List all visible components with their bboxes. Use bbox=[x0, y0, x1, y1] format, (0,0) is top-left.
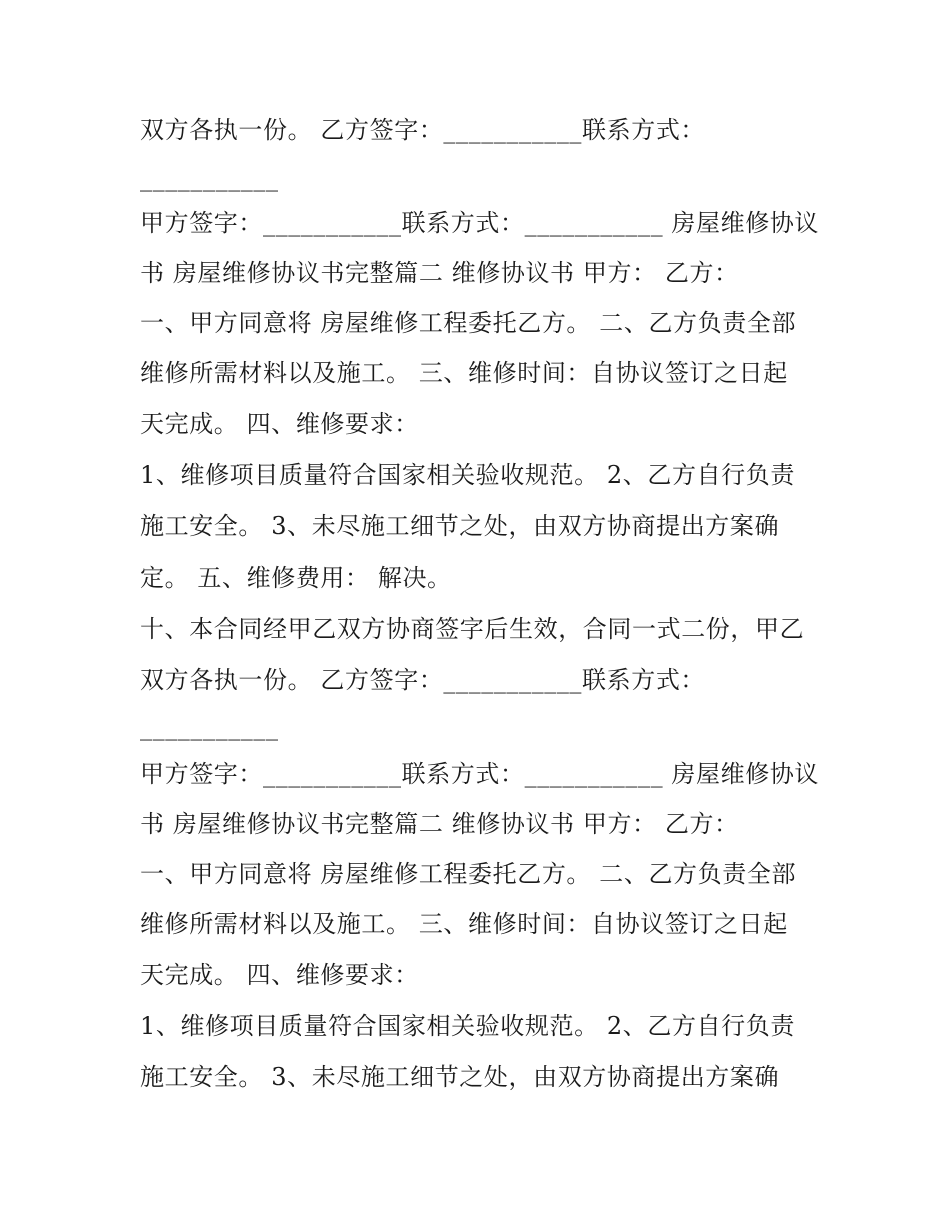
text-line: 甲方签字：___________联系方式：___________ 房屋维修协议 bbox=[140, 760, 820, 788]
text-line: 十、本合同经甲乙双方协商签字后生效，合同一式二份，甲乙 bbox=[140, 615, 805, 643]
text-line: ___________ bbox=[140, 713, 279, 741]
text-line: 定。 五、维修费用： 解决。 bbox=[140, 564, 452, 592]
text-line: 天完成。 四、维修要求： bbox=[140, 410, 419, 438]
text-line: 施工安全。 3、未尽施工细节之处，由双方协商提出方案确 bbox=[140, 512, 780, 540]
text-line: 维修所需材料以及施工。 三、维修时间：自协议签订之日起 bbox=[140, 910, 788, 938]
text-line: 书 房屋维修协议书完整篇二 维修协议书 甲方： 乙方： bbox=[140, 810, 739, 838]
text-line: 双方各执一份。 乙方签字：___________联系方式： bbox=[140, 666, 706, 694]
text-line: 双方各执一份。 乙方签字：___________联系方式： bbox=[140, 116, 706, 144]
text-line: 一、甲方同意将 房屋维修工程委托乙方。 二、乙方负责全部 bbox=[140, 860, 797, 888]
text-line: 维修所需材料以及施工。 三、维修时间：自协议签订之日起 bbox=[140, 359, 788, 387]
text-line: 一、甲方同意将 房屋维修工程委托乙方。 二、乙方负责全部 bbox=[140, 309, 797, 337]
text-line: 1、维修项目质量符合国家相关验收规范。 2、乙方自行负责 bbox=[140, 461, 795, 489]
text-line: 甲方签字：___________联系方式：___________ 房屋维修协议 bbox=[140, 209, 820, 237]
text-line: 施工安全。 3、未尽施工细节之处，由双方协商提出方案确 bbox=[140, 1063, 780, 1091]
text-line: ___________ bbox=[140, 164, 279, 192]
text-line: 1、维修项目质量符合国家相关验收规范。 2、乙方自行负责 bbox=[140, 1012, 795, 1040]
text-line: 天完成。 四、维修要求： bbox=[140, 961, 419, 989]
text-line: 书 房屋维修协议书完整篇二 维修协议书 甲方： 乙方： bbox=[140, 259, 739, 287]
